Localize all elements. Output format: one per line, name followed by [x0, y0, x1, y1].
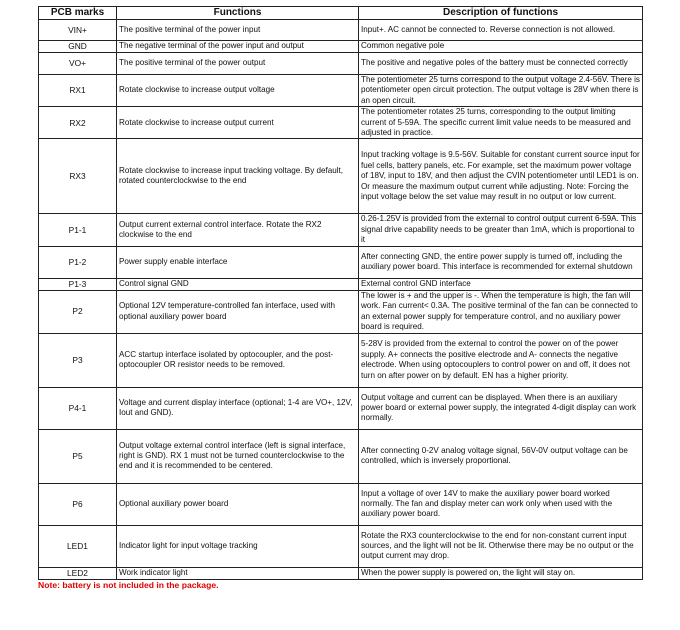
pcb-mark-cell: RX1	[39, 75, 117, 107]
function-cell: Work indicator light	[117, 567, 359, 579]
function-cell: Rotate clockwise to increase input tracking voltage. By default, rotated counterclockwise to the end	[117, 139, 359, 214]
pcb-mark-cell: P1-1	[39, 214, 117, 246]
function-cell: Rotate clockwise to increase output voltage	[117, 75, 359, 107]
function-cell: Optional 12V temperature-controlled fan interface, used with optional auxiliary power board	[117, 290, 359, 333]
package-note: Note: battery is not included in the package.	[38, 579, 219, 590]
pcb-marks-table	[38, 6, 643, 580]
table-row	[39, 278, 643, 290]
table-row	[39, 139, 643, 214]
description-cell: Input+. AC cannot be connected to. Reverse connection is not allowed.	[359, 20, 643, 41]
spec-table-container	[38, 6, 642, 591]
pcb-mark-cell: P5	[39, 429, 117, 483]
pcb-mark-cell: LED2	[39, 567, 117, 579]
table-header-row	[39, 7, 643, 20]
header-description: Description of functions	[359, 7, 643, 20]
description-cell: 0.26-1.25V is provided from the external to control output current 6-59A. This signal drive capability needs to be greater than 1mA, which is proportional to it	[359, 214, 643, 246]
description-cell: After connecting GND, the entire power supply is turned off, including the auxiliary power board. This interface is recommended for external shutdown	[359, 246, 643, 278]
function-cell: Rotate clockwise to increase output current	[117, 107, 359, 139]
description-cell: External control GND interface	[359, 278, 643, 290]
table-row	[39, 567, 643, 579]
description-cell: Output voltage and current can be displayed. When there is an auxiliary power board or external power supply, the integrated 4-digit display can work normally.	[359, 387, 643, 429]
pcb-mark-cell: RX2	[39, 107, 117, 139]
pcb-mark-cell: VO+	[39, 53, 117, 75]
function-cell: Control signal GND	[117, 278, 359, 290]
table-row	[39, 41, 643, 53]
description-cell: When the power supply is powered on, the light will stay on.	[359, 567, 643, 579]
table-row	[39, 246, 643, 278]
description-cell: The lower is + and the upper is -. When the temperature is high, the fan will work. Fan current< 0.3A. The positive terminal of the fan can be connected to an external power supply for temperature control, and no auxiliary power board is required.	[359, 290, 643, 333]
description-cell: 5-28V is provided from the external to control the power on of the power supply. A+ connects the positive electrode and A- connects the negative electrode. When using optocouplers to control power on and off, it does not turn on after power on by default. EN has a higher priority.	[359, 333, 643, 387]
table-row	[39, 214, 643, 246]
description-cell: After connecting 0-2V analog voltage signal, 56V-0V output voltage can be controlled, which is inversely proportional.	[359, 429, 643, 483]
description-cell: Rotate the RX3 counterclockwise to the end for non-constant current input sources, and the light will not be lit. Otherwise there may be no output or the output current may drop.	[359, 525, 643, 567]
pcb-mark-cell: LED1	[39, 525, 117, 567]
function-cell: The positive terminal of the power output	[117, 53, 359, 75]
function-cell: ACC startup interface isolated by optocoupler, and the post-optocoupler OR resistor needs to be removed.	[117, 333, 359, 387]
function-cell: The negative terminal of the power input and output	[117, 41, 359, 53]
function-cell: Optional auxiliary power board	[117, 483, 359, 525]
function-cell: Power supply enable interface	[117, 246, 359, 278]
description-cell: Common negative pole	[359, 41, 643, 53]
function-cell: The positive terminal of the power input	[117, 20, 359, 41]
pcb-mark-cell: P3	[39, 333, 117, 387]
table-row	[39, 387, 643, 429]
table-row	[39, 333, 643, 387]
function-cell: Indicator light for input voltage tracking	[117, 525, 359, 567]
table-row	[39, 483, 643, 525]
function-cell: Voltage and current display interface (optional; 1-4 are VO+, 12V, Iout and GND).	[117, 387, 359, 429]
description-cell: Input a voltage of over 14V to make the auxiliary power board worked normally. The fan and display meter can work only when used with the auxiliary power board.	[359, 483, 643, 525]
table-row	[39, 53, 643, 75]
table-row	[39, 75, 643, 107]
function-cell: Output voltage external control interface (left is signal interface, right is GND). RX 1 must not be turned counterclockwise to the end and it is recommended to be centered.	[117, 429, 359, 483]
description-cell: The potentiometer rotates 25 turns, corresponding to the output limiting current of 5-59A. The specific current limit value needs to be measured and adjusted in practice.	[359, 107, 643, 139]
pcb-mark-cell: RX3	[39, 139, 117, 214]
pcb-mark-cell: VIN+	[39, 20, 117, 41]
table-row	[39, 107, 643, 139]
pcb-mark-cell: P1-2	[39, 246, 117, 278]
description-cell: Input tracking voltage is 9.5-56V. Suitable for constant current source input for fuel cells, battery panels, etc. For example, set the maximum power voltage of 18V, input to 18V, and then adjust the CVIN potentiometer until LED1 is on. Or measure the maximum output current while adjusting. Note: Forcing the input voltage below the set value may result in no output or low current.	[359, 139, 643, 214]
description-cell: The potentiometer 25 turns correspond to the output voltage 2.4-56V. There is potentiometer open circuit protection. The output voltage is 28V when there is an open circuit.	[359, 75, 643, 107]
table-row	[39, 20, 643, 41]
pcb-mark-cell: P2	[39, 290, 117, 333]
header-functions: Functions	[117, 7, 359, 20]
pcb-mark-cell: P1-3	[39, 278, 117, 290]
pcb-mark-cell: P4-1	[39, 387, 117, 429]
header-pcb-marks: PCB marks	[39, 7, 117, 20]
function-cell: Output current external control interface. Rotate the RX2 clockwise to the end	[117, 214, 359, 246]
pcb-mark-cell: GND	[39, 41, 117, 53]
table-row	[39, 525, 643, 567]
pcb-mark-cell: P6	[39, 483, 117, 525]
table-row	[39, 290, 643, 333]
table-row	[39, 429, 643, 483]
description-cell: The positive and negative poles of the battery must be connected correctly	[359, 53, 643, 75]
